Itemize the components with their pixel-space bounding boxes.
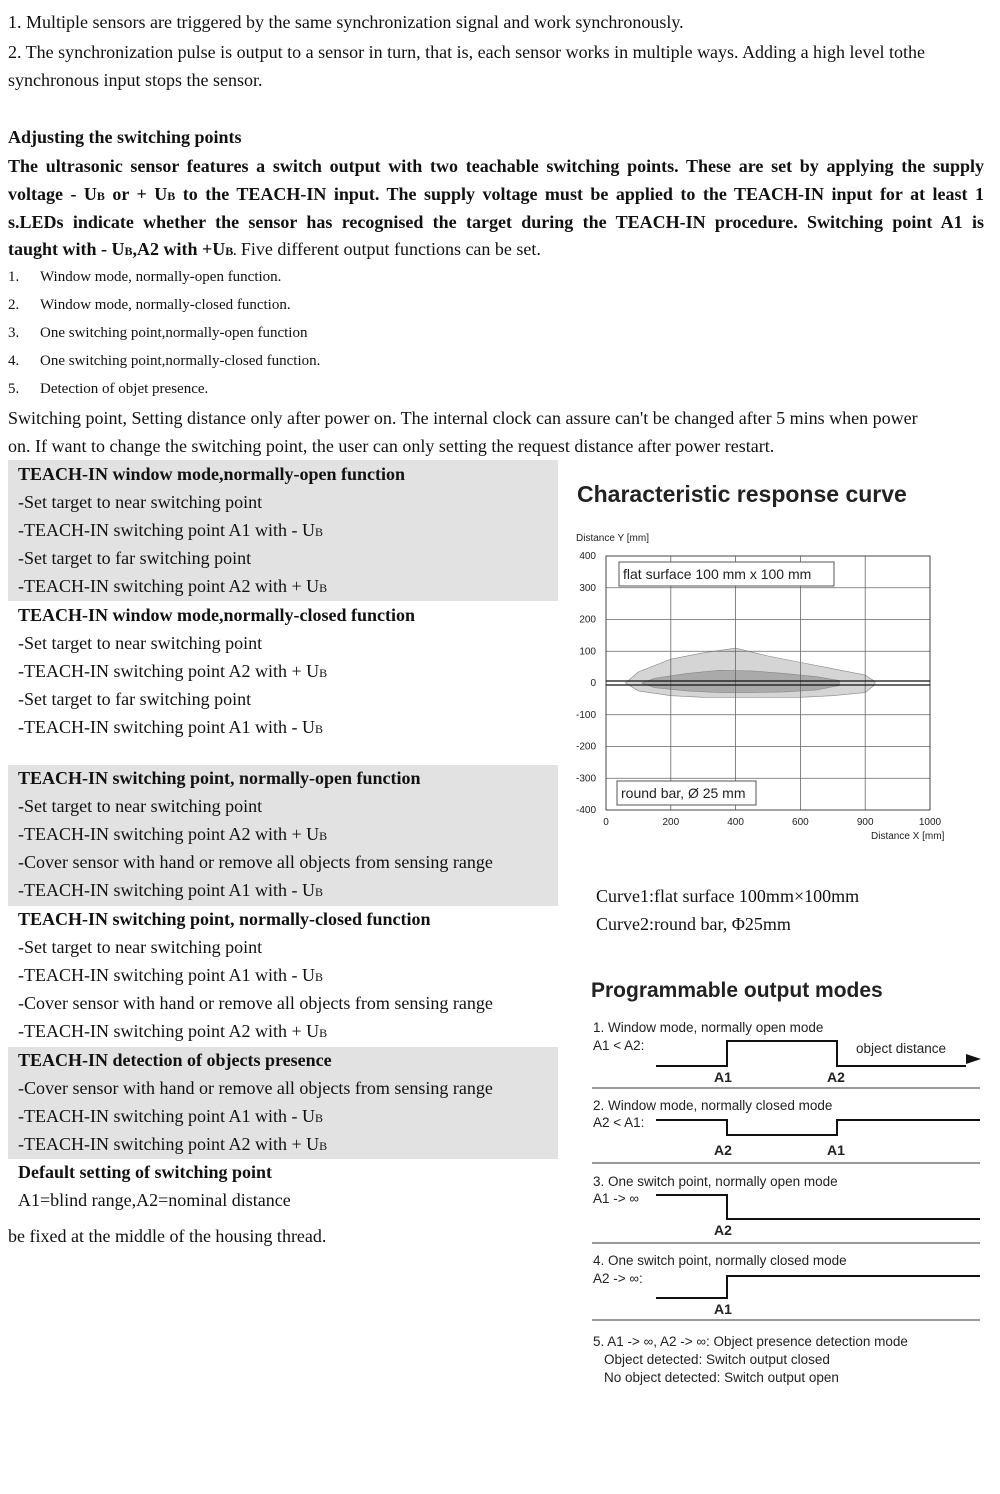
teach-s3-title: TEACH-IN switching point, normally-open function — [18, 768, 421, 788]
teach-s6-title: Default setting of switching point — [18, 1162, 273, 1182]
mode1-label-a1: A1 — [714, 1069, 732, 1085]
modes-title: Programmable output modes — [591, 979, 883, 1002]
teach-s4-line: -Set target to near switching point — [18, 937, 263, 957]
teach-s6-line: A1=blind range,A2=nominal distance — [18, 1190, 291, 1210]
teach-s1-title: TEACH-IN window mode,normally-open function — [18, 464, 406, 484]
mode4-waveform — [656, 1276, 980, 1298]
mode2-title: 2. Window mode, normally closed mode — [593, 1098, 833, 1113]
teach-s4-line: -TEACH-IN switching point A2 with + UB — [18, 1021, 328, 1041]
adjust-heading: Adjusting the switching points — [8, 127, 242, 147]
mode1-label-a2: A2 — [827, 1069, 845, 1085]
teach-s2-line: -TEACH-IN switching point A1 with - UB — [18, 717, 323, 737]
mode2-label-a2: A2 — [714, 1142, 732, 1158]
teach-s5-line: -TEACH-IN switching point A1 with - UB — [18, 1106, 323, 1126]
mode4-condition: A2 -> ∞: — [593, 1271, 643, 1286]
switching-note-2: on. If want to change the switching point, the user can only setting the request distance after power restart. — [8, 436, 775, 456]
y-tick-label: 100 — [579, 646, 596, 658]
x-tick-label: 400 — [727, 817, 744, 828]
function-item: 1. Window mode, normally-open function. — [8, 269, 282, 285]
switching-note-1: Switching point, Setting distance only after power on. The internal clock can assure can't be changed after 5 mins when power — [8, 408, 918, 428]
response-curve-chart — [566, 470, 986, 850]
y-tick-label: -400 — [575, 805, 596, 816]
teach-s3-line: -TEACH-IN switching point A1 with - UB — [18, 880, 323, 900]
y-tick-label: 300 — [579, 582, 596, 594]
x-tick-label: 900 — [856, 817, 874, 828]
mode5-closed: Object detected: Switch output closed — [604, 1352, 830, 1367]
intro-line-3: synchronous input stops the sensor. — [8, 70, 263, 90]
mode4-label-a1: A1 — [714, 1301, 732, 1317]
teach-s4-title: TEACH-IN switching point, normally-closed function — [18, 909, 431, 929]
y-tick-label: 200 — [579, 614, 596, 626]
footer-text: be fixed at the middle of the housing thread. — [8, 1226, 327, 1246]
y-tick-label: 0 — [590, 678, 596, 689]
function-item: 3. One switching point,normally-open function — [8, 325, 308, 341]
mode3-condition: A1 -> ∞ — [593, 1191, 640, 1206]
teach-s1-line: -Set target to far switching point — [18, 548, 252, 568]
intro-line-2: 2. The synchronization pulse is output to a sensor in turn, that is, each sensor works in multiple ways. Adding a high level tothe — [8, 42, 926, 62]
teach-s5-title: TEACH-IN detection of objects presence — [18, 1050, 332, 1070]
teach-s1-line: -TEACH-IN switching point A1 with - UB — [18, 520, 323, 540]
teach-s3-line: -Set target to near switching point — [18, 796, 263, 816]
x-tick-label: 1000 — [918, 817, 942, 828]
legend-flat-surface: flat surface 100 mm x 100 mm — [623, 566, 812, 582]
function-item: 2. Window mode, normally-closed function. — [8, 297, 291, 313]
mode2-waveform — [656, 1120, 980, 1135]
object-distance-label: object distance — [856, 1041, 947, 1056]
x-tick-label: 0 — [603, 817, 609, 828]
curve1-caption: Curve1:flat surface 100mm×100mm — [596, 886, 860, 906]
mode1-condition: A1 < A2: — [593, 1038, 645, 1053]
y-tick-label: -300 — [575, 773, 596, 785]
teach-s3-line: -Cover sensor with hand or remove all objects from sensing range — [18, 852, 493, 872]
teach-s1-line: -Set target to near switching point — [18, 492, 263, 512]
chart-title: Characteristic response curve — [577, 481, 907, 507]
adjust-p3: s.LEDs indicate whether the sensor has recognised the target during the TEACH-IN procedure. Switching point A1 is — [8, 212, 984, 232]
teach-s2-line: -Set target to near switching point — [18, 633, 263, 653]
curve2-caption: Curve2:round bar, Φ25mm — [596, 914, 791, 934]
arrow-head-icon — [966, 1054, 981, 1064]
teach-s3-line: -TEACH-IN switching point A2 with + UB — [18, 824, 328, 844]
teach-s5-line: -TEACH-IN switching point A2 with + UB — [18, 1134, 328, 1154]
teach-s5-line: -Cover sensor with hand or remove all objects from sensing range — [18, 1078, 493, 1098]
mode5-open: No object detected: Switch output open — [604, 1370, 839, 1385]
mode5-title: 5. A1 -> ∞, A2 -> ∞: Object presence detection mode — [593, 1334, 908, 1349]
mode3-label-a2: A2 — [714, 1222, 732, 1238]
function-item: 5. Detection of objet presence. — [8, 381, 209, 397]
mode1-title: 1. Window mode, normally open mode — [593, 1020, 824, 1035]
teach-s2-line: -TEACH-IN switching point A2 with + UB — [18, 661, 328, 681]
legend-round-bar: round bar, Ø 25 mm — [621, 785, 746, 801]
adjust-p1: The ultrasonic sensor features a switch output with two teachable switching points. These are set by applying the supply — [8, 156, 984, 176]
adjust-p4: taught with - UB,A2 with +UB. Five different output functions can be set. — [8, 239, 541, 259]
x-axis-label: Distance X [mm] — [871, 831, 945, 842]
mode3-title: 3. One switch point, normally open mode — [593, 1174, 838, 1189]
mode3-waveform — [656, 1195, 980, 1219]
y-tick-label: 400 — [579, 551, 596, 562]
y-tick-label: -100 — [575, 709, 596, 721]
mode2-condition: A2 < A1: — [593, 1115, 645, 1130]
output-modes-diagram — [586, 970, 986, 1390]
teach-s2-line: -Set target to far switching point — [18, 689, 252, 709]
adjust-p2: voltage - UB or + UB to the TEACH-IN input. The supply voltage must be applied to the TEACH-IN input for at least 1 — [8, 184, 984, 204]
function-item: 4. One switching point,normally-closed function. — [8, 353, 321, 369]
mode2-label-a1: A1 — [827, 1142, 845, 1158]
teach-s1-line: -TEACH-IN switching point A2 with + UB — [18, 576, 328, 596]
intro-line-1: 1. Multiple sensors are triggered by the same synchronization signal and work synchronously. — [8, 12, 684, 32]
mode4-title: 4. One switch point, normally closed mode — [593, 1253, 847, 1268]
y-axis-label: Distance Y [mm] — [576, 533, 649, 544]
teach-s2-title: TEACH-IN window mode,normally-closed function — [18, 605, 416, 625]
teach-s4-line: -TEACH-IN switching point A1 with - UB — [18, 965, 323, 985]
y-tick-label: -200 — [575, 741, 596, 753]
x-tick-label: 200 — [662, 817, 680, 828]
x-tick-label: 600 — [792, 817, 809, 828]
teach-s4-line: -Cover sensor with hand or remove all objects from sensing range — [18, 993, 493, 1013]
